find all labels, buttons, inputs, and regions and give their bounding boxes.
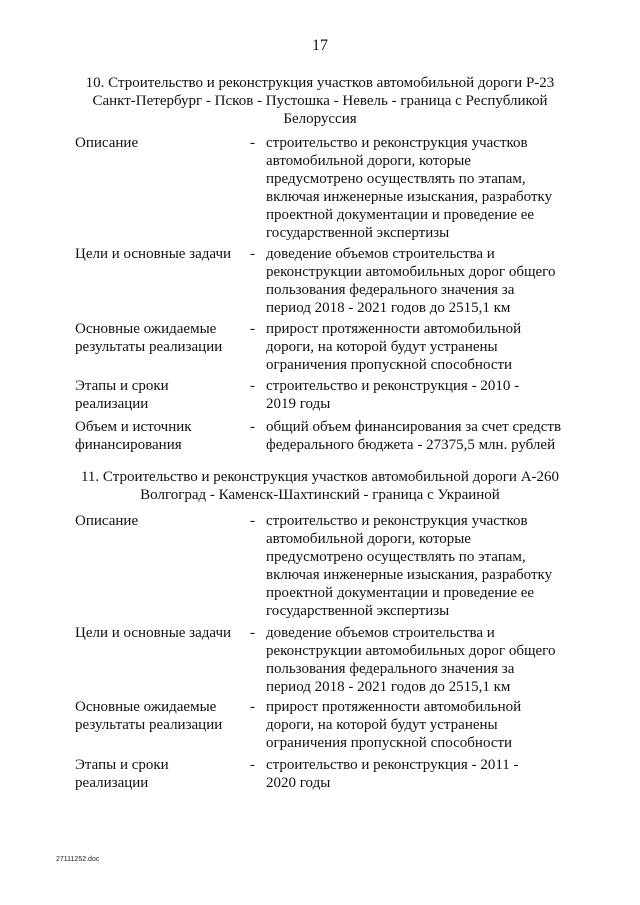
- value-line: строительство и реконструкция - 2010 -: [266, 378, 520, 394]
- row-dash: -: [250, 135, 255, 151]
- value-line: реконструкции автомобильных дорог общего: [266, 264, 556, 280]
- row-value: [266, 320, 566, 374]
- label-line: Описание: [75, 135, 139, 151]
- row-value: [266, 756, 566, 792]
- label-line: Описание: [75, 513, 139, 529]
- value-line: автомобильной дороги, которые: [266, 153, 471, 169]
- row-value: [266, 134, 566, 242]
- value-line: 2019 годы: [266, 396, 331, 412]
- heading-line: Белоруссия: [283, 111, 357, 127]
- label-line: реализации: [75, 775, 149, 791]
- label-line: результаты реализации: [75, 717, 223, 733]
- value-line: ограничения пропускной способности: [266, 735, 513, 751]
- value-line: доведение объемов строительства и: [266, 246, 495, 262]
- value-line: государственной экспертизы: [266, 603, 450, 619]
- footer-filename: 27111252.doc: [56, 856, 100, 863]
- label-line: Объем и источник: [75, 419, 192, 435]
- row-value: [266, 624, 566, 696]
- value-line: предусмотрено осуществлять по этапам,: [266, 549, 526, 565]
- row-label: [75, 418, 247, 454]
- label-line: результаты реализации: [75, 339, 223, 355]
- value-line: период 2018 - 2021 годов до 2515,1 км: [266, 300, 511, 316]
- value-line: прирост протяженности автомобильной: [266, 321, 522, 337]
- label-line: Цели и основные задачи: [75, 625, 232, 641]
- value-line: строительство и реконструкция - 2011 -: [266, 757, 519, 773]
- row-label: [75, 134, 247, 152]
- value-line: ограничения пропускной способности: [266, 357, 513, 373]
- label-line: Основные ожидаемые: [75, 699, 217, 715]
- row-dash: -: [250, 625, 255, 641]
- value-line: реконструкции автомобильных дорог общего: [266, 643, 556, 659]
- heading-line: Волгоград - Каменск-Шахтинский - граница с Украиной: [140, 487, 500, 503]
- row-label: [75, 320, 247, 356]
- value-line: федерального бюджета - 27375,5 млн. рублей: [266, 437, 556, 453]
- row-dash: -: [250, 699, 255, 715]
- section-heading: [70, 468, 570, 504]
- value-line: предусмотрено осуществлять по этапам,: [266, 171, 526, 187]
- value-line: включая инженерные изыскания, разработку: [266, 567, 553, 583]
- row-dash: -: [250, 321, 255, 337]
- section-heading: [70, 74, 570, 128]
- row-label: [75, 245, 247, 263]
- heading-line: Санкт-Петербург - Псков - Пустошка - Невель - граница с Республикой: [92, 93, 548, 109]
- heading-line: 11. Строительство и реконструкция участков автомобильной дороги А-260: [80, 469, 560, 485]
- row-label: [75, 512, 247, 530]
- value-line: период 2018 - 2021 годов до 2515,1 км: [266, 679, 511, 695]
- row-dash: -: [250, 378, 255, 394]
- value-line: 2020 годы: [266, 775, 331, 791]
- row-value: [266, 245, 566, 317]
- value-line: строительство и реконструкция участков: [266, 135, 528, 151]
- label-line: финансирования: [75, 437, 182, 453]
- row-value: [266, 512, 566, 620]
- value-line: прирост протяженности автомобильной: [266, 699, 522, 715]
- row-dash: -: [250, 246, 255, 262]
- label-line: реализации: [75, 396, 149, 412]
- value-line: проектной документации и проведение ее: [266, 585, 535, 601]
- row-dash: -: [250, 419, 255, 435]
- value-line: строительство и реконструкция участков: [266, 513, 528, 529]
- value-line: пользования федерального значения за: [266, 282, 515, 298]
- label-line: Этапы и сроки: [75, 757, 169, 773]
- row-value: [266, 418, 566, 454]
- row-value: [266, 698, 566, 752]
- value-line: государственной экспертизы: [266, 225, 450, 241]
- label-line: Этапы и сроки: [75, 378, 169, 394]
- row-label: [75, 698, 247, 734]
- value-line: дороги, на которой будут устранены: [266, 339, 498, 355]
- page-number: 17: [312, 37, 328, 54]
- value-line: пользования федерального значения за: [266, 661, 515, 677]
- label-line: Основные ожидаемые: [75, 321, 217, 337]
- value-line: общий объем финансирования за счет средств: [266, 419, 562, 435]
- row-label: [75, 377, 247, 413]
- value-line: доведение объемов строительства и: [266, 625, 495, 641]
- row-dash: -: [250, 757, 255, 773]
- row-dash: -: [250, 513, 255, 529]
- value-line: проектной документации и проведение ее: [266, 207, 535, 223]
- value-line: включая инженерные изыскания, разработку: [266, 189, 553, 205]
- row-value: [266, 377, 566, 413]
- value-line: автомобильной дороги, которые: [266, 531, 471, 547]
- row-label: [75, 756, 247, 792]
- row-label: [75, 624, 247, 642]
- heading-line: 10. Строительство и реконструкция участков автомобильной дороги Р-23: [85, 75, 555, 91]
- value-line: дороги, на которой будут устранены: [266, 717, 498, 733]
- label-line: Цели и основные задачи: [75, 246, 232, 262]
